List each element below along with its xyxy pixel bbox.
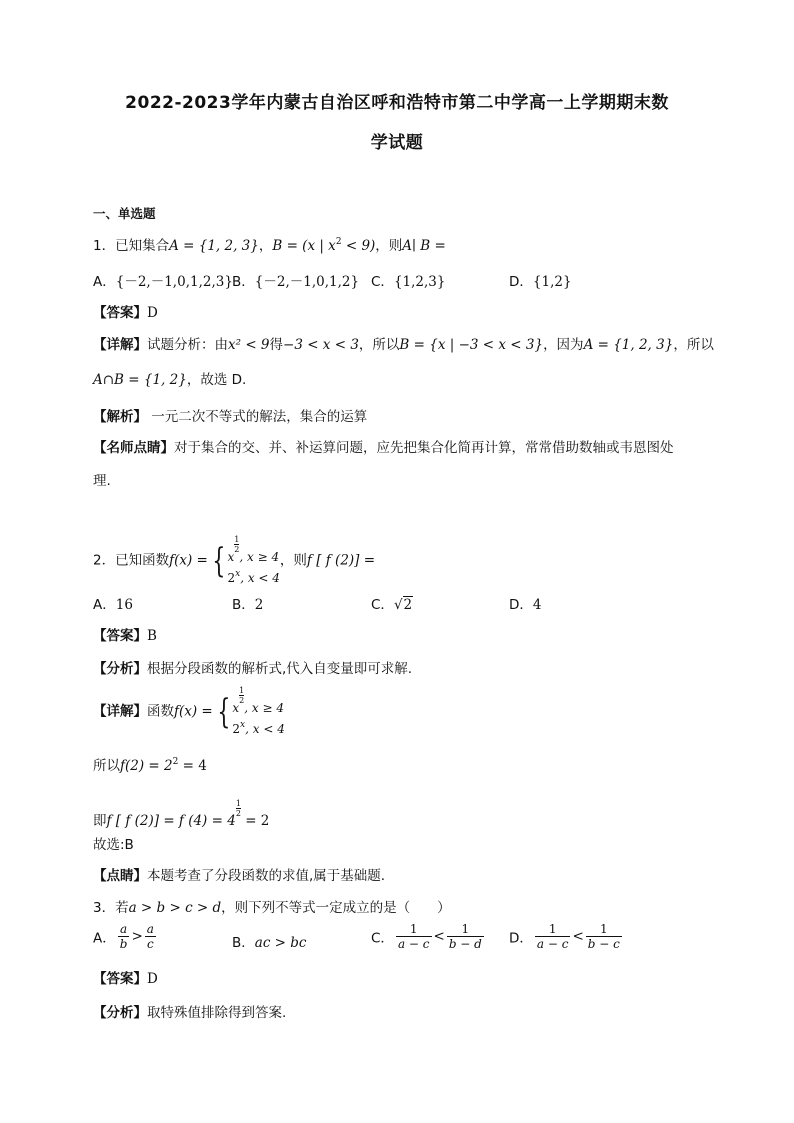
q3-option-d-num-2: 1 <box>586 922 622 937</box>
q2-case2-base: 2 <box>227 571 236 585</box>
q2-case-2 <box>227 566 279 587</box>
q3-option-c-den-2: b − d <box>448 937 482 951</box>
q2-step1-result: = 4 <box>178 758 207 774</box>
q1-stem-text: 1．已知集合 <box>93 238 170 254</box>
q3-stem <box>93 896 451 916</box>
q1-answer-value: D <box>147 305 158 321</box>
q3-option-a-label: A． <box>93 930 116 947</box>
q2-step1-prefix: 所以 <box>93 758 120 774</box>
q2-case1-exp-num: 1 <box>234 535 240 544</box>
q2-option-c-label: C． <box>371 597 394 613</box>
q1-option-d <box>509 270 572 290</box>
q1-jiexi-label: 【解析】 <box>93 409 147 425</box>
q1-option-b <box>232 270 359 290</box>
q2-option-a-text: 16 <box>115 597 133 613</box>
q2-case1-cond: , x ≥ 4 <box>239 550 280 564</box>
q2-detail <box>93 686 285 738</box>
q1-set-a: A = {1, 2, 3} <box>169 238 259 254</box>
q2-detail-case1-exp-den: 2 <box>239 696 245 705</box>
q3-option-d-frac-1 <box>535 922 571 951</box>
q3-option-c-num-2: 1 <box>447 922 484 937</box>
q2-detail-case2-exp: x <box>240 720 246 730</box>
q2-step1-expr: f(2) = 2 <box>120 758 173 774</box>
q1-option-b-label: B． <box>232 274 255 290</box>
q1-note-line-1 <box>93 436 674 456</box>
q1-detail-line-1 <box>93 333 714 353</box>
q1-detail-text-6: ，故选 D. <box>186 372 247 388</box>
q1-detail-range: −3 < x < 3 <box>283 337 359 353</box>
q2-detail-label: 【详解】 <box>93 703 147 720</box>
q3-option-d-frac-2 <box>586 922 622 951</box>
q1-detail-label: 【详解】 <box>93 337 147 353</box>
q1-detail-set-b: B = {x | −3 < x < 3} <box>399 337 544 353</box>
q1-detail-result: A∩B = {1, 2} <box>93 372 187 388</box>
q3-option-c-den-1: a − c <box>397 937 430 951</box>
q2-option-d-text: 4 <box>532 597 542 613</box>
q2-case2-cond: , x < 4 <box>240 571 280 585</box>
q3-analysis-text: 取特殊值排除得到答案. <box>147 1005 287 1021</box>
q1-stem-tail: ，则 <box>375 238 403 254</box>
q2-answer-value: B <box>147 628 157 644</box>
q3-option-b-text: ac > bc <box>254 935 307 951</box>
q1-detail-text-1: 试题分析：由 <box>147 337 228 353</box>
q3-option-b <box>232 931 306 951</box>
q2-step2-expr: f [ f (2)] = f (4) = 4 <box>106 813 236 829</box>
q1-set-b-end: < 9) <box>341 238 376 254</box>
q2-cases <box>227 535 279 587</box>
q2-case1-exp-den: 2 <box>234 545 240 554</box>
q2-comment-text: 本题考查了分段函数的求值,属于基础题. <box>147 868 386 884</box>
q3-condition: a > b > c > d <box>128 900 222 916</box>
q2-analysis-text: 根据分段函数的解析式,代入自变量即可求解. <box>147 661 413 677</box>
q3-option-a-frac-2 <box>145 922 156 951</box>
q1-detail-text-2: 得 <box>269 337 284 353</box>
q2-step-1 <box>93 754 207 774</box>
q1-note-text-1: 对于集合的交、并、补运算问题，应先把集合化简再计算，常常借助数轴或韦恩图处 <box>174 440 674 456</box>
q1-option-a-text: {－2,－1,0,1,2,3} <box>115 274 233 290</box>
q2-answer <box>93 624 157 644</box>
q3-option-c-relation: < <box>433 928 445 945</box>
q2-detail-cases <box>232 686 284 738</box>
document-title-line-1: 2022-2023学年内蒙古自治区呼和浩特市第二中学高一上学期期末数 <box>125 93 669 113</box>
document-title-line-2: 学试题 <box>370 133 424 153</box>
q2-target: f [ f (2)] = <box>306 552 376 569</box>
q3-stem-tail: ，则下列不等式一定成立的是（ ） <box>221 900 451 916</box>
q1-option-a <box>93 270 233 290</box>
q2-detail-brace: { <box>217 692 231 732</box>
q2-comment <box>93 864 385 884</box>
q1-note-line-2: 理. <box>93 473 111 489</box>
q3-option-c-label: C． <box>371 930 394 947</box>
q3-stem-text: 3．若 <box>93 900 129 916</box>
q3-option-d-relation: < <box>572 928 584 945</box>
q2-detail-case-2 <box>232 717 284 738</box>
q2-option-b-text: 2 <box>254 597 264 613</box>
q2-stem-tail: ，则 <box>279 552 307 569</box>
q3-option-b-label: B． <box>232 935 255 951</box>
q2-step2-result: = 2 <box>240 813 270 829</box>
q2-brace: { <box>212 541 226 581</box>
q2-detail-case2-cond: , x < 4 <box>245 722 285 736</box>
q1-detail-text-4: ，因为 <box>543 337 584 353</box>
q1-detail-text-3: ，所以 <box>358 337 400 353</box>
q2-detail-case-1 <box>232 686 284 717</box>
q3-option-a-num-2: a <box>146 922 154 936</box>
q2-option-c-text: 2 <box>403 597 413 613</box>
q3-option-a-den-2: c <box>146 937 154 951</box>
q1-option-b-text: {－2,－1,0,1,2} <box>254 274 360 290</box>
q3-option-a-num-1: a <box>118 922 130 937</box>
q2-step2-exp-num: 1 <box>235 799 241 808</box>
q2-detail-case1-cond: , x ≥ 4 <box>244 701 284 715</box>
q3-option-a-frac-1 <box>118 922 130 951</box>
q1-jiexi <box>93 405 367 425</box>
q2-option-d <box>509 593 542 613</box>
q2-option-b <box>232 593 263 613</box>
q3-option-a <box>93 922 158 951</box>
q2-conclusion: 故选:B <box>93 837 134 853</box>
q2-option-a-label: A． <box>93 597 116 613</box>
q2-step2-prefix: 即 <box>93 813 107 829</box>
q3-analysis-label: 【分析】 <box>93 1005 147 1021</box>
q3-option-a-den-1: b <box>119 937 128 951</box>
q2-option-c <box>371 593 413 613</box>
q3-option-d-label: D． <box>509 930 533 947</box>
section-heading: 一、单选题 <box>93 206 156 221</box>
q1-answer <box>93 301 158 321</box>
q1-detail-text-5: ，所以 <box>673 337 714 353</box>
q2-case2-exp: x <box>235 569 241 579</box>
q1-detail-line-2 <box>93 368 246 388</box>
q1-option-a-label: A． <box>93 274 116 290</box>
q2-case1-base: x <box>227 550 235 564</box>
q2-option-b-label: B． <box>232 597 255 613</box>
q2-answer-label: 【答案】 <box>93 628 147 644</box>
q3-option-c-frac-2 <box>447 922 484 951</box>
q3-option-d-den-1: a − c <box>536 937 569 951</box>
q1-jiexi-text: 一元二次不等式的解法，集合的运算 <box>147 409 368 425</box>
q1-detail-set-a: A = {1, 2, 3} <box>583 337 674 353</box>
q2-detail-case1-exp-num: 1 <box>239 686 245 695</box>
q2-fx: f(x) = <box>169 552 208 569</box>
q1-set-b-exponent: 2 <box>335 237 342 247</box>
q2-option-c-sqrt: √2 <box>393 597 413 613</box>
q3-option-c <box>371 922 486 951</box>
q1-option-d-label: D． <box>509 274 533 290</box>
q3-answer-value: D <box>147 971 158 987</box>
q2-detail-case2-base: 2 <box>232 722 241 736</box>
q1-stem: 1．已知集合A = {1, 2, 3}，B = (x | $x^2 < 9$)，则A∣ B = <box>93 237 446 254</box>
q2-option-a <box>93 593 133 613</box>
q2-step-2 <box>93 799 269 829</box>
q1-target: A∣ B = <box>402 238 446 254</box>
q1-option-d-text: {1,2} <box>532 274 572 290</box>
q2-case-1 <box>227 535 279 566</box>
q3-answer <box>93 967 158 987</box>
q3-answer-label: 【答案】 <box>93 971 147 987</box>
q1-answer-label: 【答案】 <box>93 305 147 321</box>
q2-analysis-label: 【分析】 <box>93 661 147 677</box>
q2-stem-text: 2．已知函数 <box>93 552 170 569</box>
q3-option-a-relation: > <box>131 928 143 945</box>
q1-note-label: 【名师点睛】 <box>93 440 174 456</box>
q3-option-c-num-1: 1 <box>396 922 432 937</box>
q2-option-d-label: D． <box>509 597 533 613</box>
q2-step2-exp-den: 2 <box>235 809 241 818</box>
q2-step1-exp: 2 <box>172 757 179 767</box>
q2-analysis <box>93 657 412 677</box>
q3-option-c-frac-1 <box>396 922 432 951</box>
q3-option-d <box>509 922 624 951</box>
q1-option-c <box>371 270 445 290</box>
q3-analysis <box>93 1001 286 1021</box>
q2-detail-prefix: 函数 <box>147 703 174 720</box>
q2-detail-case1-base: x <box>232 701 240 715</box>
q2-stem <box>93 535 375 587</box>
q1-detail-ineq: x² < 9 <box>228 337 270 353</box>
q2-comment-label: 【点睛】 <box>93 868 147 884</box>
q1-set-b: B = (x | x <box>272 238 336 254</box>
q1-option-c-label: C． <box>371 274 394 290</box>
q3-option-d-num-1: 1 <box>535 922 571 937</box>
q3-option-d-den-2: b − c <box>587 937 620 951</box>
q2-detail-fx: f(x) = <box>174 703 213 720</box>
q1-option-c-text: {1,2,3} <box>393 274 446 290</box>
